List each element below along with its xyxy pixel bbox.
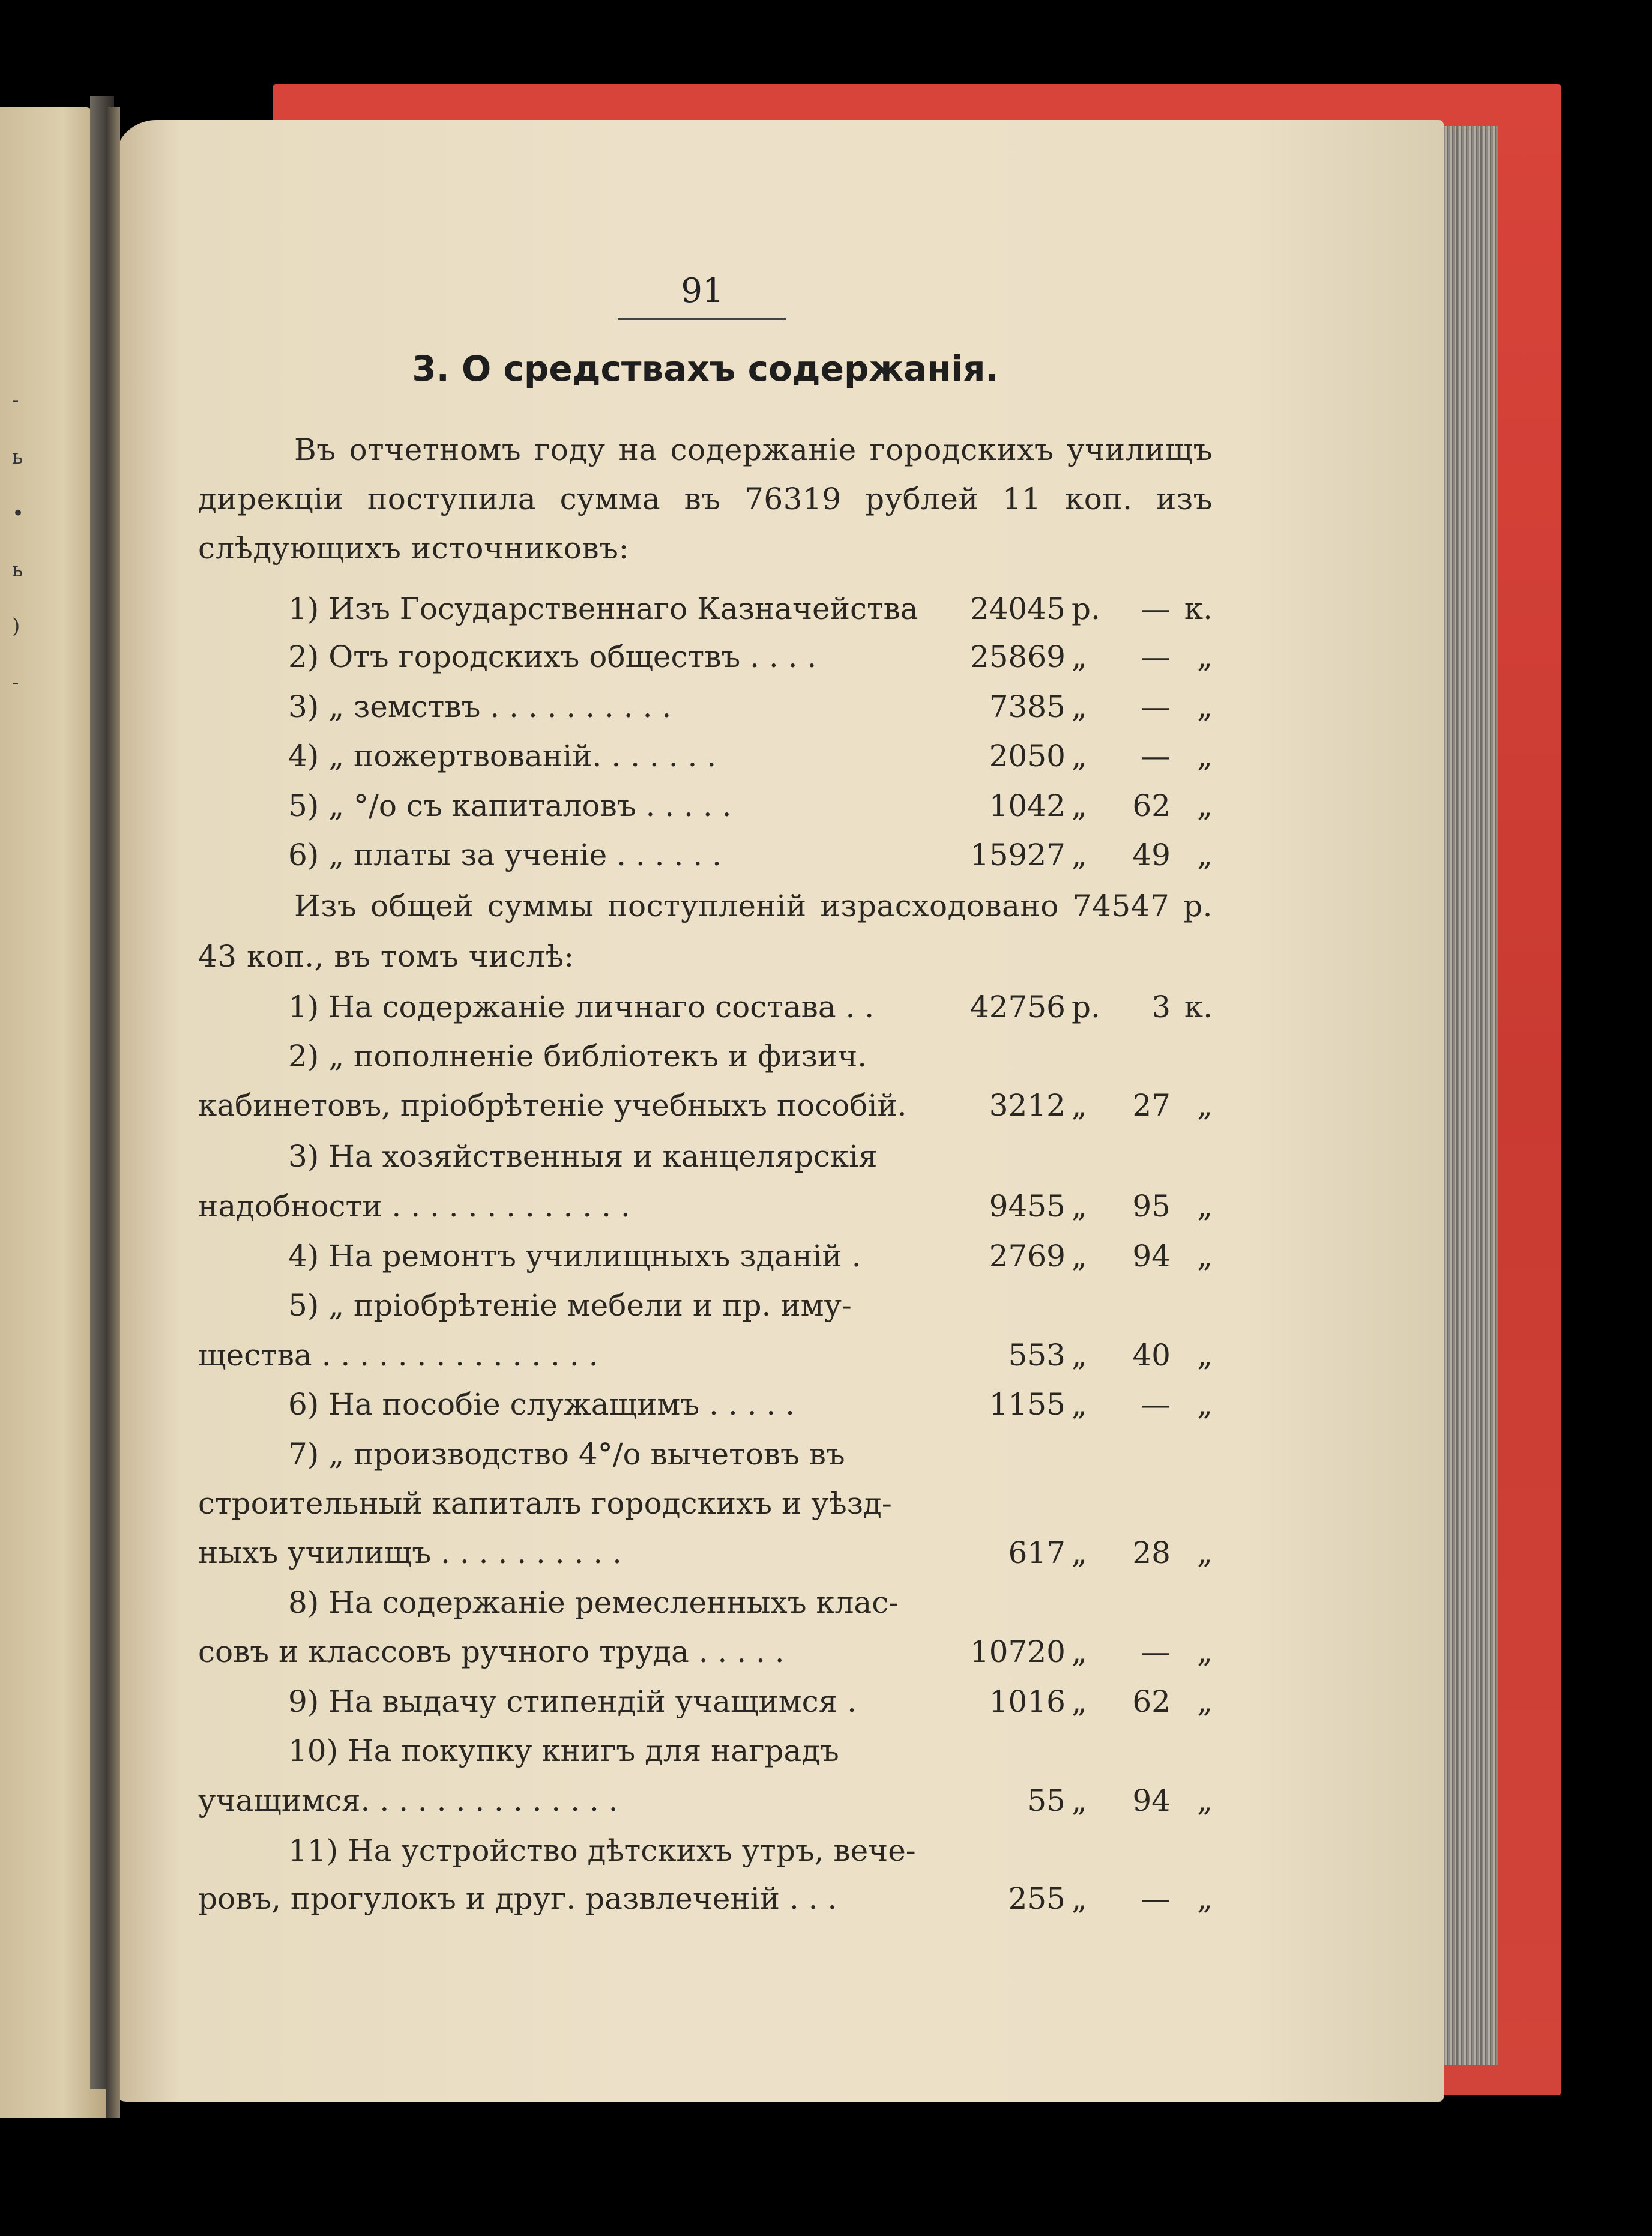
ledger-row [198,1783,1213,1825]
ledger-rubles: 2050 [989,739,1066,773]
ledger-description: 2) Отъ городскихъ обществъ . . . . [288,639,817,674]
ledger-rubles: 7385 [989,689,1066,724]
ledger-row [198,1486,1213,1528]
word: р. [1183,889,1213,923]
ledger-row [198,1387,1213,1429]
ledger-description: 4) На ремонтъ училищныхъ зданій . [288,1239,861,1274]
ledger-row [198,739,1213,781]
ledger-description: 1) На содержаніе личнаго состава . . [288,990,875,1024]
word: Изъ [294,889,357,923]
ledger-description: учащимся. . . . . . . . . . . . . . [198,1783,618,1818]
ledger-description: 11) На устройство дѣтскихъ утръ, вече- [288,1833,916,1868]
ledger-description: совъ и классовъ ручного труда . . . . . [198,1634,785,1669]
left-mark: - [12,671,19,695]
ledger-kopeck-unit: „ [1197,1088,1213,1123]
ledger-kopecks: 40 [1132,1338,1171,1373]
word: изъ [1156,482,1213,516]
ledger-row [198,1239,1213,1281]
ledger-kopeck-unit: „ [1197,1684,1213,1719]
ledger-row [198,1881,1213,1923]
word: сумма [559,482,661,516]
ledger-rubles: 42756 [969,990,1066,1024]
ledger-kopecks: 94 [1132,1783,1171,1818]
ledger-kopecks: 3 [1151,990,1171,1024]
ledger-ruble-unit: „ [1072,1387,1087,1422]
ledger-rubles: 1042 [989,788,1066,823]
ledger-description: ровъ, прогулокъ и друг. развлеченій . . . [198,1881,837,1916]
ledger-row [198,1833,1213,1875]
ledger-row [198,1684,1213,1726]
ledger-row [198,1288,1213,1330]
ledger-ruble-unit: „ [1072,1684,1087,1719]
ledger-row [198,1437,1213,1479]
word: 11 [1002,482,1042,516]
ledger-ruble-unit: „ [1072,1634,1087,1669]
ledger-row [198,838,1213,880]
word: рублей [865,482,979,516]
ledger-row [198,1039,1213,1081]
ledger-ruble-unit: „ [1072,1239,1087,1274]
ledger-rubles: 2769 [989,1239,1066,1274]
ledger-description: строительный капиталъ городскихъ и уѣзд- [198,1486,892,1521]
left-mark: ь [12,558,23,582]
word: поступила [367,482,537,516]
ledger-kopeck-unit: к. [1184,591,1213,626]
ledger-kopeck-unit: „ [1197,739,1213,773]
ledger-row [198,990,1213,1032]
word: 76319 [744,482,842,516]
ledger-description: 3) „ земствъ . . . . . . . . . . [288,689,672,724]
ledger-row [198,1634,1213,1676]
ledger-kopecks: — [1141,639,1171,674]
ledger-row [198,1535,1213,1577]
ledger-kopecks: — [1141,689,1171,724]
ledger-description: надобности . . . . . . . . . . . . . [198,1189,630,1224]
ledger-rubles: 25869 [969,639,1066,674]
ledger-ruble-unit: „ [1072,639,1087,674]
ledger-kopecks: 49 [1132,838,1171,872]
ledger-kopeck-unit: „ [1197,788,1213,823]
ledger-kopecks: — [1141,1387,1171,1422]
word: дирекціи [198,482,344,516]
ledger-ruble-unit: „ [1072,1088,1087,1123]
ledger-description: 1) Изъ Государственнаго Казначейства [288,591,918,626]
word: году [534,432,606,467]
intro-line-1 [198,432,1213,467]
ledger-row [198,1733,1213,1775]
ledger-description: 3) На хозяйственныя и канцелярскія [288,1139,878,1174]
ledger-kopecks: — [1141,1881,1171,1916]
ledger-kopeck-unit: „ [1197,1189,1213,1224]
page-gutter [106,107,120,2118]
ledger-description: 2) „ пополненіе библіотекъ и физич. [288,1039,867,1074]
ledger-kopecks: 28 [1132,1535,1171,1570]
word: въ [684,482,721,516]
ledger-ruble-unit: „ [1072,1338,1087,1373]
word: на [618,432,657,467]
ledger-description: 8) На содержаніе ремесленныхъ клас- [288,1585,899,1620]
left-mark: - [12,388,19,412]
ledger-kopeck-unit: „ [1197,1535,1213,1570]
ledger-kopeck-unit: к. [1184,990,1213,1024]
word: содержаніе [670,432,857,467]
ledger-rubles: 10720 [969,1634,1066,1669]
word: израсходовано [820,889,1059,923]
ledger-row [198,1338,1213,1380]
ledger-kopeck-unit: „ [1197,838,1213,872]
ledger-description: 6) На пособіе служащимъ . . . . . [288,1387,795,1422]
ledger-ruble-unit: „ [1072,788,1087,823]
ledger-rubles: 1016 [989,1684,1066,1719]
ledger-kopeck-unit: „ [1197,639,1213,674]
ledger-rubles: 15927 [969,838,1066,872]
ledger-kopecks: — [1141,739,1171,773]
word: 74547 [1072,889,1170,923]
ledger-description: 7) „ производство 4°/о вычетовъ въ [288,1437,845,1472]
ledger-kopeck-unit: „ [1197,689,1213,724]
ledger-description: кабинетовъ, пріобрѣтеніе учебныхъ пособій. [198,1088,907,1123]
word: городскихъ [869,432,1054,467]
ledger-kopecks: 27 [1132,1088,1171,1123]
word: отчетномъ [349,432,522,467]
word: коп. [1064,482,1133,516]
ledger-description: щества . . . . . . . . . . . . . . . [198,1338,598,1373]
ledger-row [198,1189,1213,1231]
ledger-description: ныхъ училищъ . . . . . . . . . . [198,1535,623,1570]
section-heading: 3. О средствахъ содержанія. [412,348,999,389]
left-mark: • [12,501,25,525]
ledger-ruble-unit: р. [1072,591,1100,626]
spend-intro-line-1 [198,889,1213,923]
word: поступленій [607,889,807,923]
ledger-row [198,788,1213,830]
ledger-ruble-unit: р. [1072,990,1100,1024]
ledger-kopecks: 62 [1132,788,1171,823]
ledger-rubles: 9455 [989,1189,1066,1224]
ledger-description: 5) „ пріобрѣтеніе мебели и пр. иму- [288,1288,852,1323]
left-mark: ь [12,445,23,469]
ledger-ruble-unit: „ [1072,1783,1087,1818]
ledger-kopecks: 62 [1132,1684,1171,1719]
ledger-rubles: 255 [1008,1881,1066,1916]
ledger-ruble-unit: „ [1072,1535,1087,1570]
ledger-row [198,1139,1213,1181]
ledger-kopeck-unit: „ [1197,1387,1213,1422]
ledger-row [198,1585,1213,1627]
ledger-description: 5) „ °/о съ капиталовъ . . . . . [288,788,732,823]
word: суммы [487,889,594,923]
ledger-kopeck-unit: „ [1197,1634,1213,1669]
ledger-kopecks: — [1141,1634,1171,1669]
ledger-ruble-unit: „ [1072,838,1087,872]
ledger-description: 10) На покупку книгъ для наградъ [288,1733,839,1768]
intro-line-3: слѣдующихъ источниковъ: [198,531,629,566]
ledger-rubles: 3212 [989,1088,1066,1123]
spend-intro-line-2: 43 коп., въ томъ числѣ: [198,939,574,974]
ledger-description: 4) „ пожертвованій. . . . . . . [288,739,717,773]
ledger-ruble-unit: „ [1072,1189,1087,1224]
ledger-kopeck-unit: „ [1197,1239,1213,1274]
left-mark: ) [12,614,20,638]
ledger-description: 6) „ платы за ученіе . . . . . . [288,838,722,872]
intro-line-2 [198,482,1213,516]
ledger-rubles: 55 [1027,1783,1066,1818]
ledger-kopeck-unit: „ [1197,1338,1213,1373]
ledger-ruble-unit: „ [1072,689,1087,724]
ledger-row [198,689,1213,731]
ledger-rubles: 1155 [989,1387,1066,1422]
ledger-kopecks: 94 [1132,1239,1171,1274]
word: Въ [294,432,336,467]
ledger-kopecks: — [1141,591,1171,626]
ledger-row [198,639,1213,681]
ledger-kopecks: 95 [1132,1189,1171,1224]
word: училищъ [1067,432,1213,467]
ledger-ruble-unit: „ [1072,1881,1087,1916]
word: общей [370,889,474,923]
page-number-rule [618,318,786,320]
ledger-rubles: 553 [1008,1338,1066,1373]
ledger-row [198,591,1213,633]
left-page-marks [12,372,30,711]
ledger-kopeck-unit: „ [1197,1783,1213,1818]
ledger-kopeck-unit: „ [1197,1881,1213,1916]
page-number: 91 [681,271,724,310]
ledger-row [198,1088,1213,1130]
ledger-rubles: 24045 [969,591,1066,626]
ledger-ruble-unit: „ [1072,739,1087,773]
ledger-rubles: 617 [1008,1535,1066,1570]
ledger-description: 9) На выдачу стипендій учащимся . [288,1684,857,1719]
